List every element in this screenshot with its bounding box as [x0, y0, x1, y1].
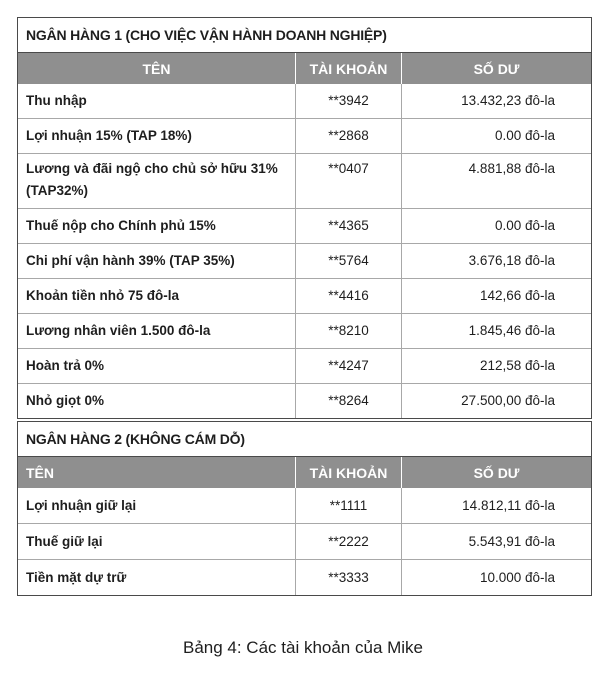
column-header-balance: SỐ DƯ: [401, 457, 591, 488]
account-number: **4365: [295, 209, 401, 243]
account-number: **3333: [295, 560, 401, 595]
account-number: **4247: [295, 349, 401, 383]
table-row: [18, 278, 591, 313]
account-balance: 0.00 đô-la: [401, 119, 591, 153]
account-balance: 10.000 đô-la: [401, 560, 591, 595]
account-number: **5764: [295, 244, 401, 278]
account-balance: 3.676,18 đô-la: [401, 244, 591, 278]
account-balance: 27.500,00 đô-la: [401, 384, 591, 418]
column-header-name: TÊN: [142, 60, 171, 77]
table-row: [18, 383, 591, 418]
account-balance: 14.812,11 đô-la: [401, 488, 591, 523]
account-name: Chi phí vận hành 39% (TAP 35%): [26, 253, 235, 268]
table-row: [18, 313, 591, 348]
account-number: **2868: [295, 119, 401, 153]
account-name: Thuế giữ lại: [26, 534, 103, 549]
bank-2-title: NGÂN HÀNG 2 (KHÔNG CÁM DỖ): [18, 422, 591, 457]
table-row: [18, 488, 591, 523]
column-header-account: TÀI KHOẢN: [295, 457, 401, 488]
table-row: [18, 84, 591, 118]
account-balance: 5.543,91 đô-la: [401, 524, 591, 559]
account-name: Nhỏ giọt 0%: [26, 393, 104, 408]
column-header-account: TÀI KHOẢN: [295, 53, 401, 84]
account-name: Lương và đãi ngộ cho chủ sở hữu 31% (TAP32%): [26, 161, 278, 198]
table-row: [18, 559, 591, 595]
account-name: Lương nhân viên 1.500 đô-la: [26, 323, 211, 338]
column-header-balance: SỐ DƯ: [401, 53, 591, 84]
table-row: [18, 243, 591, 278]
account-number: **4416: [295, 279, 401, 313]
account-number: **3942: [295, 84, 401, 118]
account-number: **8210: [295, 314, 401, 348]
column-header-name: TÊN: [26, 464, 54, 481]
account-name: Lợi nhuận giữ lại: [26, 498, 137, 513]
account-balance: 1.845,46 đô-la: [401, 314, 591, 348]
account-name: Lợi nhuận 15% (TAP 18%): [26, 128, 192, 143]
table-row: [18, 523, 591, 559]
account-balance: 0.00 đô-la: [401, 209, 591, 243]
account-name: Thu nhập: [26, 93, 87, 108]
bank-1-table: [17, 17, 592, 419]
table-row: [18, 118, 591, 153]
account-number: **8264: [295, 384, 401, 418]
account-balance: 13.432,23 đô-la: [401, 84, 591, 118]
account-number: **2222: [295, 524, 401, 559]
account-balance: 142,66 đô-la: [401, 279, 591, 313]
bank-2-header-row: [18, 457, 591, 488]
account-balance: 4.881,88 đô-la: [401, 154, 591, 208]
account-name: Hoàn trả 0%: [26, 358, 105, 373]
bank-1-title: NGÂN HÀNG 1 (CHO VIỆC VẬN HÀNH DOANH NGHIỆP): [18, 18, 591, 53]
account-balance: 212,58 đô-la: [401, 349, 591, 383]
bank-1-header-row: [18, 53, 591, 84]
account-number: **0407: [295, 154, 401, 208]
bank-2-table: [17, 421, 592, 596]
account-name: Khoản tiền nhỏ 75 đô-la: [26, 288, 180, 303]
account-name: Tiền mặt dự trữ: [26, 570, 127, 585]
table-caption: Bảng 4: Các tài khoản của Mike: [182, 638, 424, 657]
table-row: [18, 208, 591, 243]
table-row: [18, 153, 591, 208]
table-row: [18, 348, 591, 383]
account-number: **1111: [295, 488, 401, 523]
account-name: Thuế nộp cho Chính phủ 15%: [26, 218, 216, 233]
